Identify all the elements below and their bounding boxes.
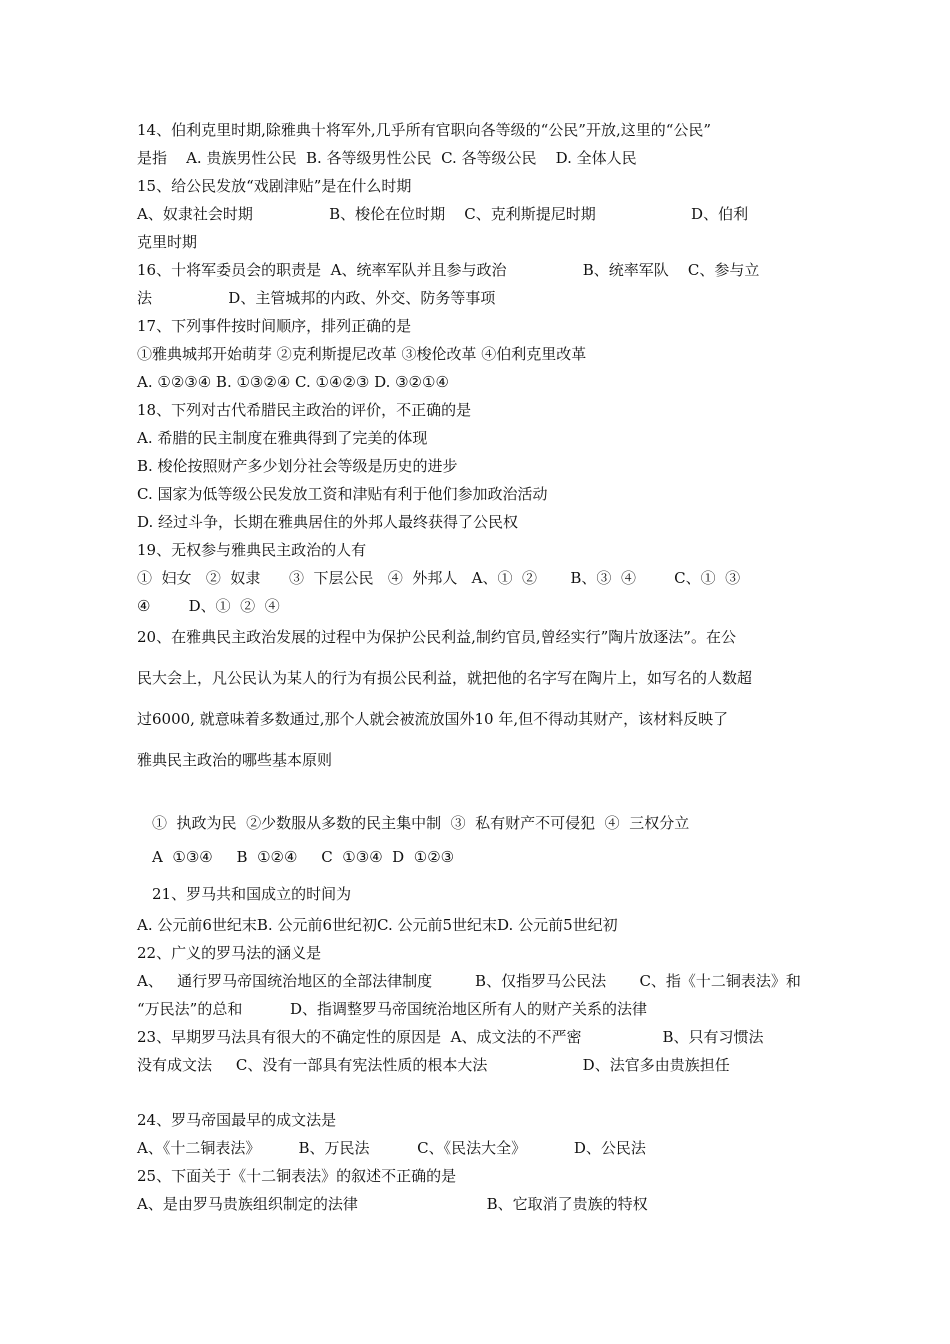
q15-options: A、奴隶社会时期 B、梭伦在位时期 C、克利斯提尼时期 D、伯利 (137, 205, 749, 223)
q15-stem: 15、给公民发放“戏剧津贴”是在什么时期 (137, 177, 412, 195)
q21-stem: 21、罗马共和国成立的时间为 (152, 885, 352, 903)
q17-options: A. ①②③④ B. ①③②④ C. ①④②③ D. ③②①④ (137, 373, 449, 391)
q20-options: A ①③④ B ①②④ C ①③④ D ①②③ (152, 848, 455, 866)
q14-line-2: 是指 A. 贵族男性公民 B. 各等级男性公民 C. 各等级公民 D. 全体人民 (137, 149, 637, 167)
q20-line-2: 民大会上，凡公民认为某人的行为有损公民利益，就把他的名字写在陶片上，如写名的人数超 (137, 669, 753, 687)
q20-line-1: 20、在雅典民主政治发展的过程中为保护公民利益,制约官员,曾经实行”陶片放逐法”。在公 (137, 628, 736, 646)
q16-line-2: 法 D、主管城邦的内政、外交、防务等事项 (137, 289, 496, 307)
q24-stem: 24、罗马帝国最早的成文法是 (137, 1111, 337, 1129)
q18-option-c: C. 国家为低等级公民发放工资和津贴有利于他们参加政治活动 (137, 485, 548, 503)
q16-line-1: 16、十将军委员会的职责是 A、统率军队并且参与政治 B、统率军队 C、参与立 (137, 261, 760, 279)
q18-option-b: B. 梭伦按照财产多少划分社会等级是历史的进步 (137, 457, 458, 475)
q22-stem: 22、广义的罗马法的涵义是 (137, 944, 322, 962)
q20-items: ① 执政为民 ②少数服从多数的民主集中制 ③ 私有财产不可侵犯 ④ 三权分立 (152, 814, 690, 832)
q19-options: ① 妇女 ② 奴隶 ③ 下层公民 ④ 外邦人 A、① ② B、③ ④ C、① ③ (137, 569, 741, 587)
q20-line-3: 过6000, 就意味着多数通过,那个人就会被流放国外10 年,但不得动其财产，该材料反映了 (137, 710, 729, 728)
q14-line-1: 14、伯利克里时期,除雅典十将军外,几乎所有官职向各等级的“公民”开放,这里的“公民” (137, 121, 712, 139)
q18-stem: 18、下列对古代希腊民主政治的评价，不正确的是 (137, 401, 472, 419)
q23-line-1: 23、早期罗马法具有很大的不确定性的原因是 A、成文法的不严密 B、只有习惯法 (137, 1028, 764, 1046)
q17-events: ①雅典城邦开始萌芽 ②克利斯提尼改革 ③梭伦改革 ④伯利克里改革 (137, 345, 587, 363)
q21-options: A. 公元前6世纪末B. 公元前6世纪初C. 公元前5世纪末D. 公元前5世纪初 (137, 916, 618, 934)
q19-stem: 19、无权参与雅典民主政治的人有 (137, 541, 367, 559)
q18-option-a: A. 希腊的民主制度在雅典得到了完美的体现 (137, 429, 428, 447)
q25-options: A、是由罗马贵族组织制定的法律 B、它取消了贵族的特权 (137, 1195, 648, 1213)
q22-options: A、 通行罗马帝国统治地区的全部法律制度 B、仅指罗马公民法 C、指《十二铜表法》和 (137, 972, 801, 990)
q19-options-cont: ④ D、① ② ④ (137, 597, 280, 615)
q23-line-2: 没有成文法 C、没有一部具有宪法性质的根本大法 D、法官多由贵族担任 (137, 1056, 730, 1074)
q17-stem: 17、下列事件按时间顺序，排列正确的是 (137, 317, 412, 335)
q25-stem: 25、下面关于《十二铜表法》的叙述不正确的是 (137, 1167, 457, 1185)
q24-options: A、《十二铜表法》 B、万民法 C、《民法大全》 D、公民法 (137, 1139, 646, 1157)
q15-options-cont: 克里时期 (137, 233, 198, 251)
q22-options-cont: “万民法”的总和 D、指调整罗马帝国统治地区所有人的财产关系的法律 (137, 1000, 648, 1018)
q18-option-d: D. 经过斗争，长期在雅典居住的外邦人最终获得了公民权 (137, 513, 519, 531)
q20-line-4: 雅典民主政治的哪些基本原则 (137, 751, 333, 769)
